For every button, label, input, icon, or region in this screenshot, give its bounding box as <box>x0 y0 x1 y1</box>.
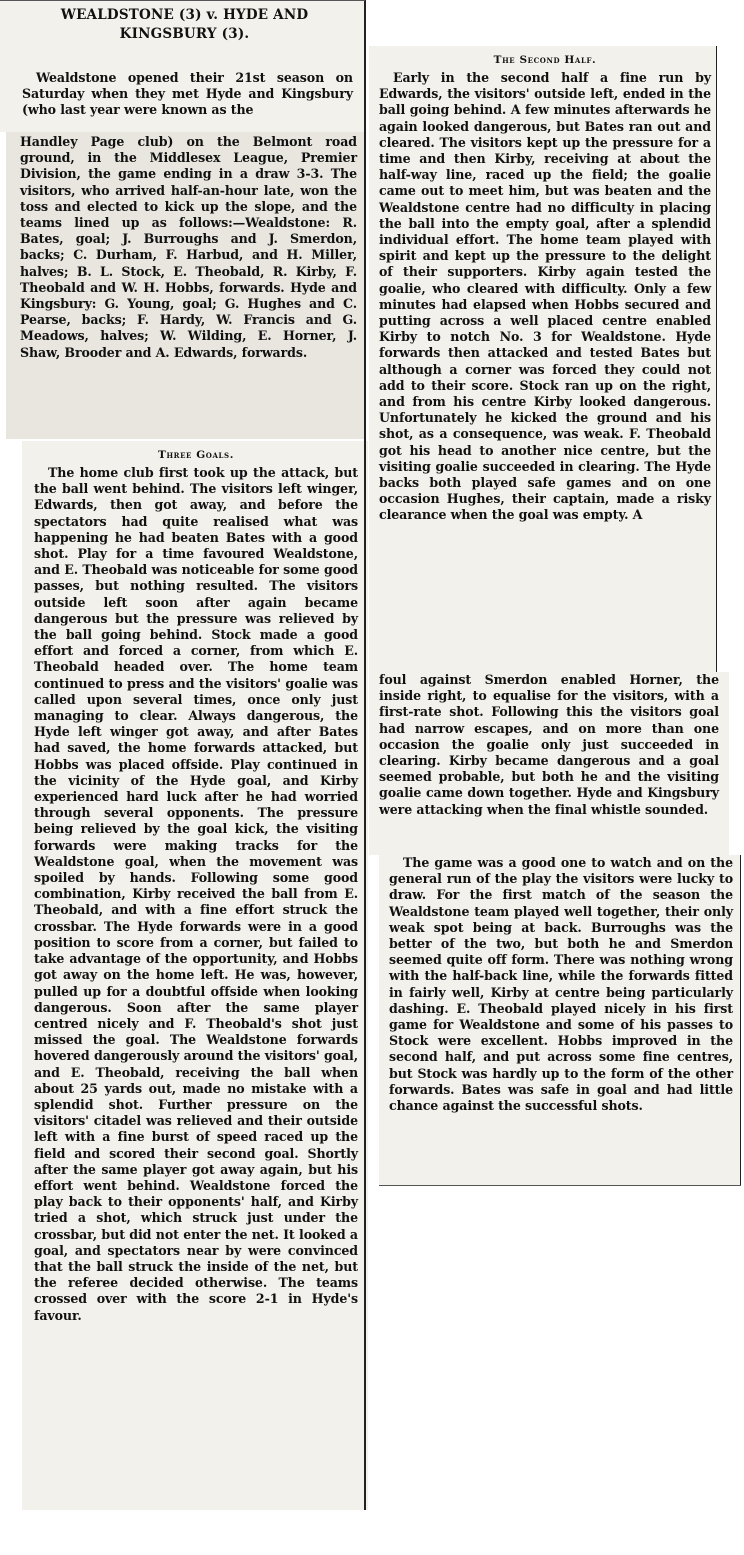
clip-intro-b <box>6 132 365 439</box>
intro-text-a: Wealdstone opened their 21st season on Saturday when they met Hyde and Kingsbury (who last year were known as the <box>22 70 353 118</box>
clip-three-goals <box>22 441 368 1510</box>
second-half-text-c: The game was a good one to watch and on the general run of the play the visitors were lucky to draw. For the first match of the season the Wealdstone team played well together, their only weak spot being at back. Burroughs was the better of the two, but both he and Smerdon seemed quite off form. There was nothing wrong with the half-back line, while the forwards fitted in fairly well, Kirby at centre being particularly dashing. E. Theobald played nicely in his first game for Wealdstone and some of his passes to Stock were excellent. Hobbs improved in the second half, and put across some fine centres, but Stock was hardly up to the form of the other forwards. Bates was safe in goal and had little chance against the successful shots. <box>389 855 733 1114</box>
second-half-heading: The Second Half. <box>493 54 597 66</box>
clip-headline <box>0 0 365 72</box>
intro-text-b: Handley Page club) on the Belmont road ground, in the Middlesex League, Premier Division, the game ending in a draw 3-3. The visitors, who arrived half-an-hour late, won the toss and elected to kick up the slope, and the teams lined up as follows:—Wealdstone: R. Bates, goal; J. Burroughs and J. Smerdon, backs; C. Durham, F. Harbud, and H. Miller, halves; B. L. Stock, E. Theobald, R. Kirby, F. Theobald and W. H. Hobbs, forwards. Hyde and Kingsbury: G. Young, goal; G. Hughes and C. Pearse, backs; F. Hardy, W. Francis and G. Meadows, halves; W. Wilding, E. Horner, J. Shaw, Brooder and A. Edwards, forwards. <box>20 134 357 360</box>
clipping-edge-right <box>740 855 741 1185</box>
three-goals-heading: Three Goals. <box>158 449 234 461</box>
clip-intro-a <box>0 70 365 132</box>
clip-second-half-a <box>369 46 717 672</box>
column-rule-left <box>364 0 366 1510</box>
second-half-text-b: foul against Smerdon enabled Horner, the inside right, to equalise for the visitors, with a first-rate shot. Following this the visitors goal had narrow escapes, and on more than one occasion the goalie only just succeeded in clearing. Kirby became dangerous and a goal seemed probable, but both he and the visiting goalie came down together. Hyde and Kingsbury were attacking when the final whistle sounded. <box>379 672 719 817</box>
clipping-edge-headline <box>0 0 365 1</box>
column-rule-right <box>716 46 717 672</box>
article-headline: WEALDSTONE (3) v. HYDE AND KINGSBURY (3). <box>60 7 309 42</box>
clip-second-half-c <box>379 855 741 1185</box>
second-half-text-a: Early in the second half a fine run by Edwards, the visitors' outside left, ended in the ball going behind. A few minutes afterwards he again looked dangerous, but Bates ran out and cleared. The visitors kept up the pressure for a time and then Kirby, receiving at about the half-way line, raced up the field; the goalie came out to meet him, but was beaten and the Wealdstone centre had no difficulty in placing the ball into the empty goal, after a splendid individual effort. The home team played with spirit and kept up the pressure to the delight of their supporters. Kirby again tested the goalie, who cleared with difficulty. Only a few minutes had elapsed when Hobbs secured and putting across a well placed centre enabled Kirby to notch No. 3 for Wealdstone. Hyde forwards then attacked and tested Bates but although a corner was forced they could not add to their score. Stock ran up on the right, and from his centre Kirby looked dangerous. Unfortunately he kicked the ground and his shot, as a consequence, was weak. F. Theobald got his head to another nice centre, but the visiting goalie succeeded in clearing. The Hyde backs both played safe games and on one occasion Hughes, their captain, made a risky clearance when the goal was empty. A <box>379 70 711 523</box>
clipping-edge-bottom <box>379 1185 741 1186</box>
three-goals-text: The home club first took up the attack, but the ball went behind. The visitors left winger, Edwards, then got away, and before the spectators had quite realised what was happening he had beaten Bates with a good shot. Play for a time favoured Wealdstone, and E. Theobald was noticeable for some good passes, but nothing resulted. The visitors outside left soon after again became dangerous but the pressure was relieved by the ball going behind. Stock made a good effort and forced a corner, from which E. Theobald headed over. The home team continued to press and the visitors' goalie was called upon several times, once only just managing to clear. Always dangerous, the Hyde left winger got away, and after Bates had saved, the home forwards attacked, but Hobbs was placed offside. Play continued in the vicinity of the Hyde goal, and Kirby experienced hard luck after he had worried through several opponents. The pressure being relieved by the goal kick, the visiting forwards were making tracks for the Wealdstone goal, when the movement was spoiled by hands. Following some good combination, Kirby received the ball from E. Theobald, and with a fine effort struck the crossbar. The Hyde forwards were in a good position to score from a corner, but failed to take advantage of the opportunity, and Hobbs got away on the home left. He was, however, pulled up for a doubtful offside when looking dangerous. Soon after the same player centred nicely and F. Theobald's shot just missed the goal. The Wealdstone forwards hovered dangerously around the visitors' goal, and E. Theobald, receiving the ball when about 25 yards out, made no mistake with a splendid shot. Further pressure on the visitors' citadel was relieved and their outside left with a fine burst of speed raced up the field and scored their second goal. Shortly after the same player got away again, but his effort went behind. Wealdstone forced the play back to their opponents' half, and Kirby tried a shot, which struck just under the crossbar, but did not enter the net. It looked a goal, and spectators near by were convinced that the ball struck the inside of the net, but the referee decided otherwise. The teams crossed over with the score 2-1 in Hyde's favour. <box>34 465 358 1323</box>
clip-second-half-b <box>369 672 729 855</box>
